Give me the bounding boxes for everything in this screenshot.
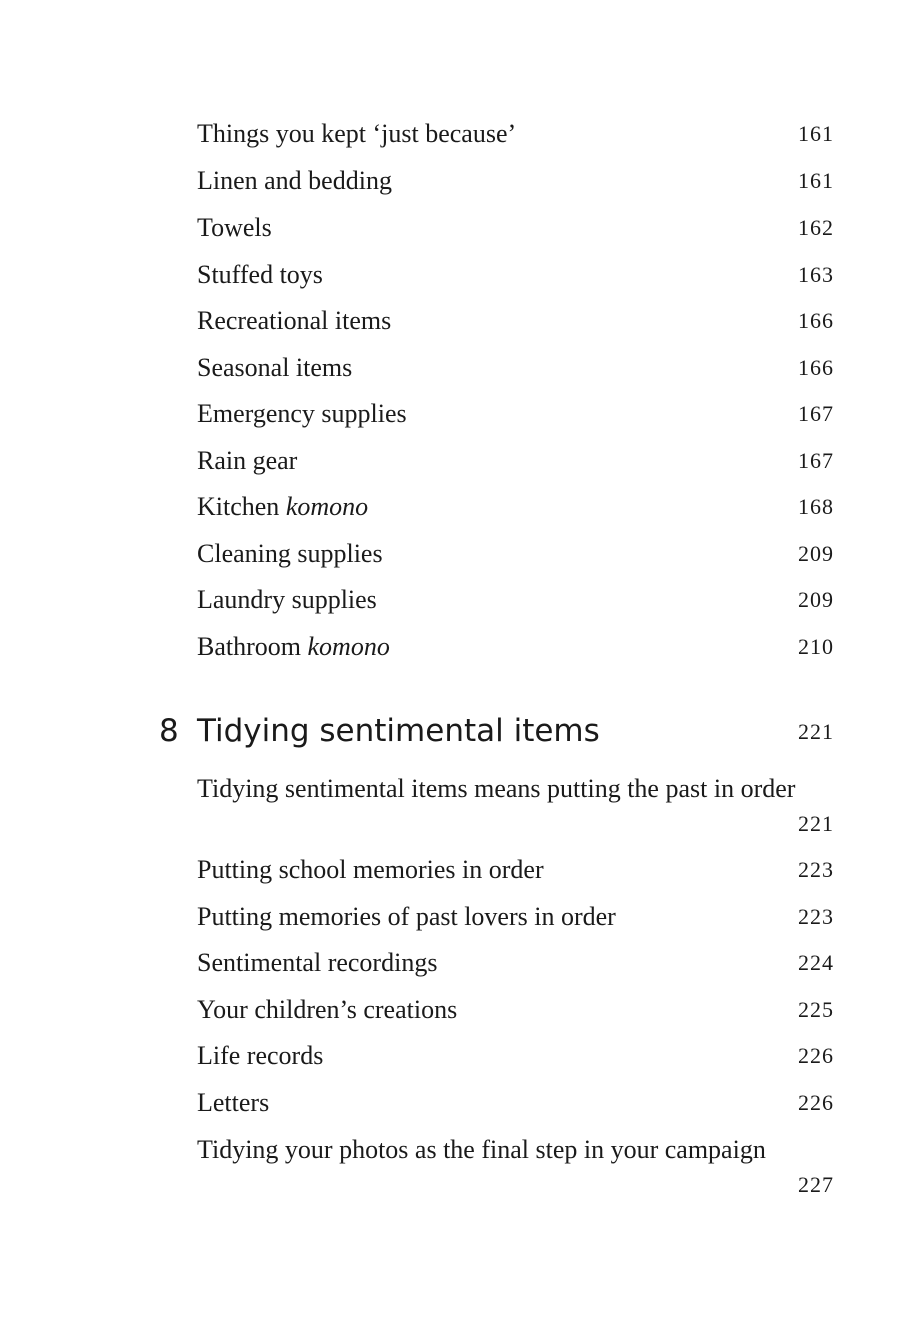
toc-entry-title: Tidying sentimental items means putting the past in order bbox=[197, 774, 796, 803]
toc-entry-title: Your children’s creations bbox=[197, 995, 458, 1024]
toc-entry-page: 167 bbox=[798, 448, 834, 473]
toc-entry-page: 225 bbox=[798, 997, 834, 1022]
toc-entry bbox=[197, 163, 834, 198]
toc-entry-page: 226 bbox=[798, 1043, 834, 1068]
toc-entry bbox=[197, 350, 834, 385]
toc-entry-title: Laundry supplies bbox=[197, 585, 377, 614]
toc-entry bbox=[197, 629, 834, 664]
toc-entry-title: Emergency supplies bbox=[197, 399, 407, 428]
toc-entry-page: 226 bbox=[798, 1090, 834, 1115]
chapter-page: 221 bbox=[798, 719, 834, 744]
toc-entry-page: 168 bbox=[798, 494, 834, 519]
toc-entry-title-italic: komono bbox=[285, 492, 369, 521]
toc-entry-title: Cleaning supplies bbox=[197, 539, 383, 568]
toc-entry bbox=[197, 1085, 834, 1120]
toc-entry-page: 223 bbox=[798, 857, 834, 882]
toc-entry-title: Putting memories of past lovers in order bbox=[197, 902, 616, 931]
toc-entry-page: 221 bbox=[798, 811, 834, 836]
toc-entry bbox=[197, 582, 834, 617]
toc-entry bbox=[197, 536, 834, 571]
toc-entry-page: 162 bbox=[798, 215, 834, 240]
toc-entry bbox=[197, 945, 834, 980]
toc-entry bbox=[197, 489, 834, 524]
toc-entry-page: 210 bbox=[798, 634, 834, 659]
toc-entry-page: 166 bbox=[798, 355, 834, 380]
toc-entry-page: 209 bbox=[798, 541, 834, 566]
toc-entry bbox=[197, 303, 834, 338]
toc-entry-page: 161 bbox=[798, 168, 834, 193]
toc-entry-page: 163 bbox=[798, 262, 834, 287]
toc-entry-title: Towels bbox=[197, 213, 272, 242]
chapter-number: 8 bbox=[159, 713, 179, 749]
toc-entry bbox=[197, 771, 834, 841]
toc-entry-title: Linen and bedding bbox=[197, 166, 392, 195]
toc-entry-page: 167 bbox=[798, 401, 834, 426]
toc-entry-title: Tidying your photos as the final step in your campaign bbox=[197, 1135, 766, 1164]
chapter-heading bbox=[159, 710, 834, 754]
toc-entry bbox=[197, 992, 834, 1027]
toc-entry-title: Things you kept ‘just because’ bbox=[197, 119, 517, 148]
toc-entry bbox=[197, 116, 834, 151]
toc-entry-title: Stuffed toys bbox=[197, 260, 323, 289]
toc-entry bbox=[197, 1038, 834, 1073]
toc-entry-page: 227 bbox=[798, 1172, 834, 1197]
toc-entry-title: Rain gear bbox=[197, 446, 298, 475]
toc-entry bbox=[197, 1132, 834, 1202]
toc-entry-page: 224 bbox=[798, 950, 834, 975]
toc-entry-page: 223 bbox=[798, 904, 834, 929]
toc-entry-page: 209 bbox=[798, 587, 834, 612]
toc-entry-title: Sentimental recordings bbox=[197, 948, 438, 977]
toc-entry bbox=[197, 210, 834, 245]
toc-entry bbox=[197, 396, 834, 431]
toc-entry-page: 166 bbox=[798, 308, 834, 333]
toc-entry-title: Life records bbox=[197, 1041, 324, 1070]
toc-entry-title: Putting school memories in order bbox=[197, 855, 544, 884]
toc-entry-title: Seasonal items bbox=[197, 353, 353, 382]
toc-entry bbox=[197, 852, 834, 887]
chapter-title: Tidying sentimental items bbox=[197, 713, 600, 749]
toc-entry-page: 161 bbox=[798, 121, 834, 146]
toc-entry-title-italic: komono bbox=[307, 632, 390, 661]
toc-entry bbox=[197, 899, 834, 934]
toc-entry-title: Letters bbox=[197, 1088, 270, 1117]
toc-entry bbox=[197, 443, 834, 478]
toc-entry-title: Recreational items bbox=[197, 306, 392, 335]
toc-entry-title: Bathroom komono bbox=[197, 632, 390, 661]
toc-entry-title: Kitchen komono bbox=[197, 492, 369, 521]
toc-entry bbox=[197, 257, 834, 292]
